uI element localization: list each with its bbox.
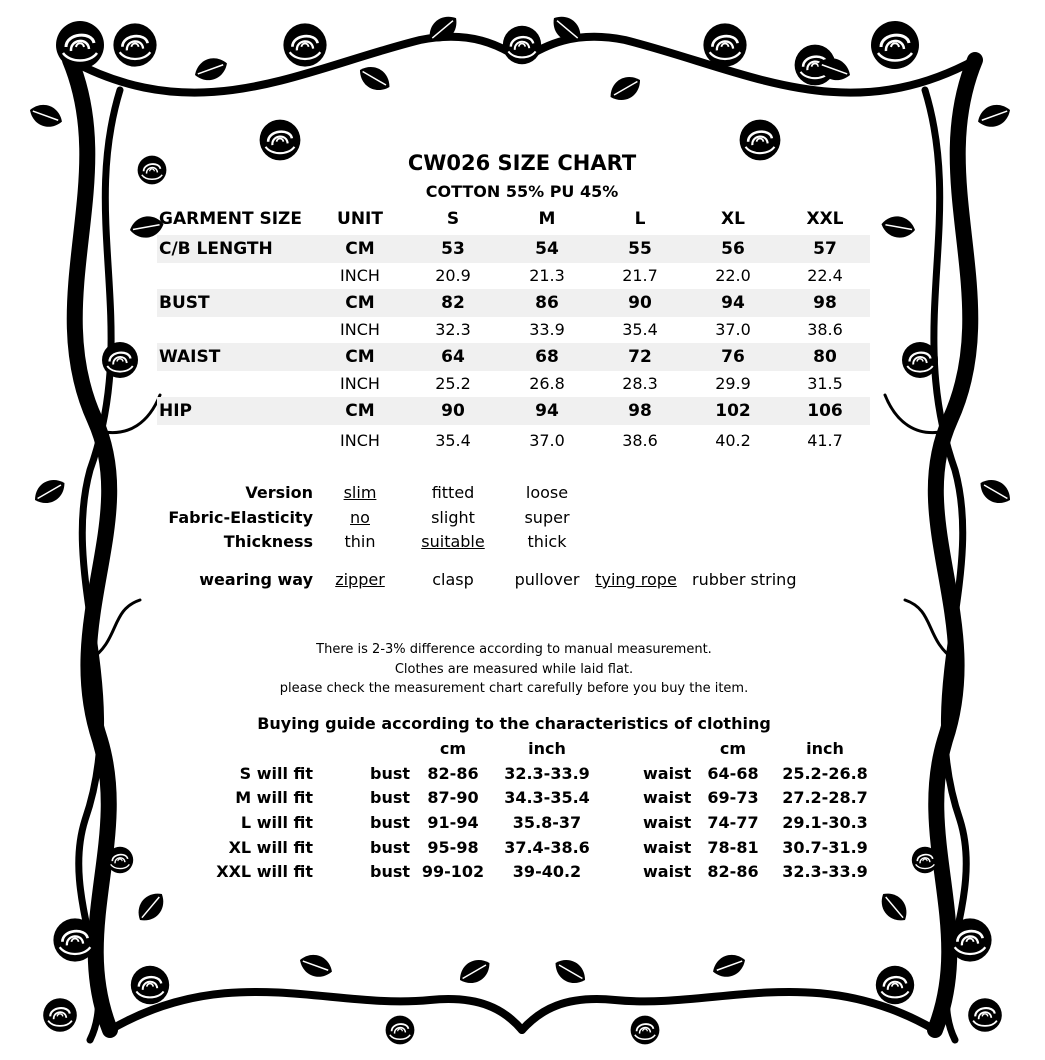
table-cell: 25.2	[435, 374, 471, 393]
guide-waist-label: waist	[643, 813, 692, 832]
row-label-hip: HIP	[159, 401, 193, 421]
table-cell: 102	[715, 401, 751, 421]
table-cell: 82	[441, 293, 465, 313]
guide-size-label: S will fit	[239, 764, 313, 783]
unit-cm: CM	[345, 293, 375, 313]
header-size-m: M	[538, 209, 556, 229]
guide-value: 29.1-30.3	[782, 813, 868, 832]
table-cell: 80	[813, 347, 837, 367]
attribute-option: slight	[431, 508, 475, 527]
attribute-option-selected: suitable	[421, 532, 485, 551]
page-title: CW026 SIZE CHART	[407, 151, 637, 175]
guide-value: 82-86	[707, 862, 759, 881]
attribute-option: fitted	[431, 483, 475, 502]
attribute-option-selected: slim	[343, 483, 377, 502]
header-garment-size: GARMENT SIZE	[159, 209, 302, 229]
table-cell: 56	[721, 239, 745, 259]
guide-value: 69-73	[707, 788, 759, 807]
table-cell: 54	[535, 239, 559, 259]
guide-value: 64-68	[707, 764, 759, 783]
table-cell: 38.6	[807, 320, 843, 339]
header-size-xxl: XXL	[806, 209, 844, 229]
table-cell: 86	[535, 293, 559, 313]
table-cell: 37.0	[529, 431, 565, 450]
header-size-xl: XL	[721, 209, 745, 229]
note-line: please check the measurement chart carefully before you buy the item.	[279, 681, 749, 696]
wearing-option: pullover	[514, 570, 580, 589]
table-cell: 98	[813, 293, 837, 313]
guide-value: 35.8-37	[512, 813, 582, 832]
unit-cm: CM	[345, 401, 375, 421]
header-unit: UNIT	[337, 209, 383, 229]
table-cell: 37.0	[715, 320, 751, 339]
header-size-l: L	[634, 209, 646, 229]
table-cell: 22.0	[715, 266, 751, 285]
attribute-option: super	[524, 508, 570, 527]
guide-bust-label: bust	[370, 838, 411, 857]
unit-inch: INCH	[340, 266, 380, 285]
table-cell: 22.4	[807, 266, 843, 285]
wearing-option: clasp	[432, 570, 474, 589]
wearing-way-label: wearing way	[199, 570, 313, 589]
guide-header-inch: inch	[806, 739, 844, 758]
attribute-label-elasticity: Fabric-Elasticity	[168, 508, 313, 527]
table-cell: 20.9	[435, 266, 471, 285]
guide-value: 39-40.2	[512, 862, 582, 881]
guide-value: 82-86	[427, 764, 479, 783]
attribute-option-selected: no	[350, 508, 370, 527]
unit-cm: CM	[345, 239, 375, 259]
guide-value: 37.4-38.6	[504, 838, 590, 857]
table-cell: 21.3	[529, 266, 565, 285]
guide-bust-label: bust	[370, 788, 411, 807]
note-line: There is 2-3% difference according to manual measurement.	[316, 642, 712, 657]
guide-size-label: M will fit	[235, 788, 313, 807]
table-cell: 26.8	[529, 374, 565, 393]
guide-value: 99-102	[421, 862, 485, 881]
table-cell: 76	[721, 347, 745, 367]
wearing-option-selected: zipper	[335, 570, 385, 589]
guide-value: 30.7-31.9	[782, 838, 868, 857]
table-cell: 53	[441, 239, 465, 259]
row-label-bust: BUST	[159, 293, 210, 313]
guide-value: 32.3-33.9	[504, 764, 590, 783]
guide-value: 87-90	[427, 788, 479, 807]
guide-value: 34.3-35.4	[504, 788, 590, 807]
buying-guide-title: Buying guide according to the characteristics of clothing	[257, 714, 771, 733]
table-cell: 98	[628, 401, 652, 421]
table-cell: 35.4	[622, 320, 658, 339]
wearing-option-selected: tying rope	[595, 570, 677, 589]
material-label: COTTON 55% PU 45%	[425, 182, 619, 201]
table-cell: 68	[535, 347, 559, 367]
guide-bust-label: bust	[370, 764, 411, 783]
table-cell: 64	[441, 347, 465, 367]
guide-waist-label: waist	[643, 862, 692, 881]
unit-inch: INCH	[340, 374, 380, 393]
table-cell: 94	[721, 293, 745, 313]
table-cell: 55	[628, 239, 652, 259]
guide-value: 32.3-33.9	[782, 862, 868, 881]
guide-value: 95-98	[427, 838, 479, 857]
table-cell: 90	[628, 293, 652, 313]
guide-header-cm: cm	[439, 739, 467, 758]
attribute-label-version: Version	[245, 483, 313, 502]
table-cell: 72	[628, 347, 652, 367]
table-cell: 90	[441, 401, 465, 421]
header-size-s: S	[446, 209, 460, 229]
guide-value: 91-94	[427, 813, 479, 832]
guide-waist-label: waist	[643, 788, 692, 807]
unit-inch: INCH	[340, 320, 380, 339]
guide-size-label: XL will fit	[228, 838, 313, 857]
unit-inch: INCH	[340, 431, 380, 450]
unit-cm: CM	[345, 347, 375, 367]
guide-bust-label: bust	[370, 862, 411, 881]
guide-header-cm: cm	[719, 739, 747, 758]
table-cell: 106	[807, 401, 843, 421]
attribute-label-thickness: Thickness	[223, 532, 313, 551]
table-cell: 57	[813, 239, 837, 259]
attribute-option: loose	[525, 483, 569, 502]
guide-value: 78-81	[707, 838, 759, 857]
table-cell: 41.7	[807, 431, 843, 450]
guide-waist-label: waist	[643, 764, 692, 783]
table-cell: 94	[535, 401, 559, 421]
table-cell: 31.5	[807, 374, 843, 393]
table-cell: 29.9	[715, 374, 751, 393]
guide-value: 25.2-26.8	[782, 764, 868, 783]
table-cell: 38.6	[622, 431, 658, 450]
row-label-waist: WAIST	[159, 347, 221, 367]
table-cell: 33.9	[529, 320, 565, 339]
guide-header-inch: inch	[528, 739, 566, 758]
table-cell: 40.2	[715, 431, 751, 450]
row-label-cb-length: C/B LENGTH	[159, 239, 273, 259]
guide-size-label: XXL will fit	[216, 862, 313, 881]
note-line: Clothes are measured while laid flat.	[394, 662, 634, 677]
attribute-option: thin	[344, 532, 376, 551]
table-cell: 28.3	[622, 374, 658, 393]
attribute-option: thick	[527, 532, 567, 551]
guide-bust-label: bust	[370, 813, 411, 832]
table-cell: 32.3	[435, 320, 471, 339]
wearing-option: rubber string	[692, 570, 797, 589]
table-cell: 21.7	[622, 266, 658, 285]
guide-waist-label: waist	[643, 838, 692, 857]
guide-size-label: L will fit	[240, 813, 313, 832]
guide-value: 74-77	[707, 813, 759, 832]
table-cell: 35.4	[435, 431, 471, 450]
guide-value: 27.2-28.7	[782, 788, 868, 807]
